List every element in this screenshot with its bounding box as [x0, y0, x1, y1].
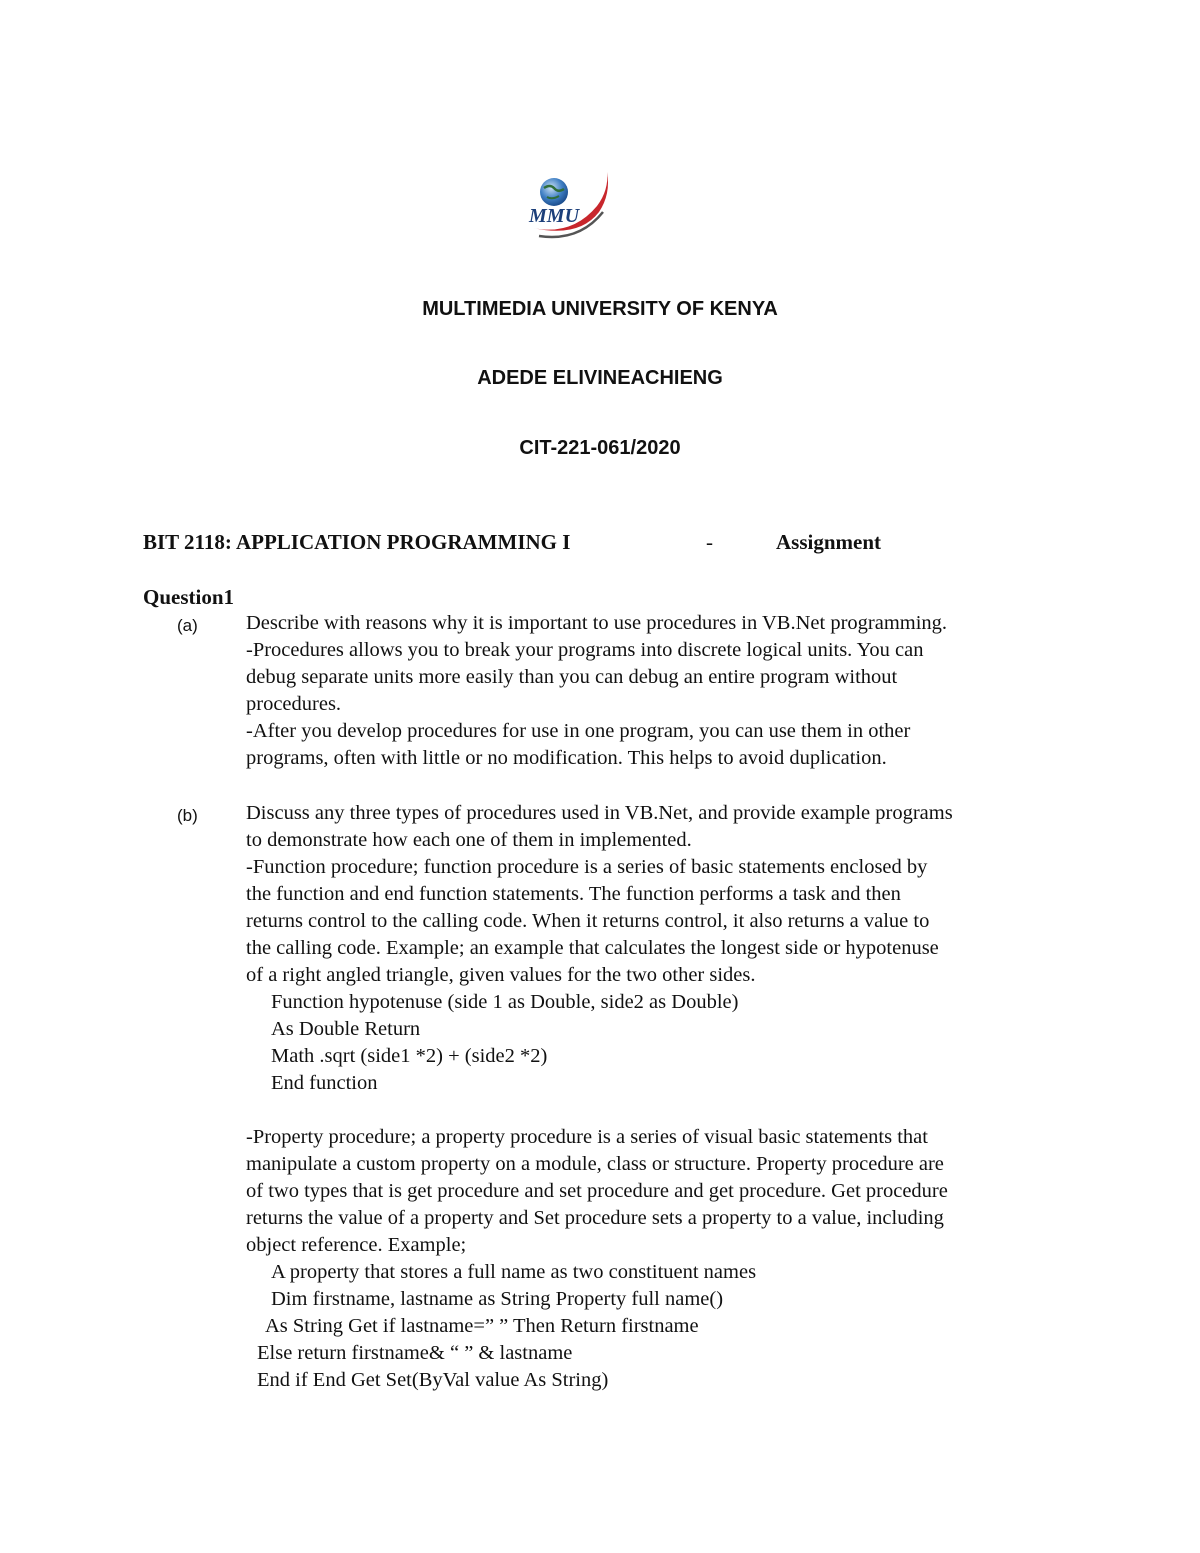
text-line: Discuss any three types of procedures used in VB.Net, and provide example programs [246, 802, 953, 824]
question-heading: Question1 [143, 585, 235, 609]
student-name: ADEDE ELIVINEACHIENG [477, 367, 723, 389]
text-line: programs, often with little or no modification. This helps to avoid duplication. [246, 747, 887, 769]
code-line: Dim firstname, lastname as String Property full name() [271, 1288, 724, 1310]
code-line: A property that stores a full name as two constituent names [271, 1261, 757, 1283]
part-a-label: (a) [177, 616, 198, 635]
code-line: End if End Get Set(ByVal value As String) [257, 1369, 609, 1391]
text-line: -Property procedure; a property procedure is a series of visual basic statements that [246, 1126, 928, 1148]
text-line: manipulate a custom property on a module, class or structure. Property procedure are [246, 1153, 944, 1175]
text-line: object reference. Example; [246, 1234, 467, 1256]
code-line: Else return firstname& “ ” & lastname [257, 1342, 573, 1364]
text-line: -After you develop procedures for use in one program, you can use them in other [246, 720, 911, 742]
text-line: procedures. [246, 693, 342, 715]
text-line: debug separate units more easily than you can debug an entire program without [246, 666, 898, 688]
code-line: Math .sqrt (side1 *2) + (side2 *2) [271, 1045, 548, 1067]
text-line: of a right angled triangle, given values for the two other sides. [246, 964, 756, 986]
assignment-label: Assignment [776, 530, 882, 554]
code-line: As String Get if lastname=” ” Then Return firstname [265, 1315, 699, 1337]
text-line: -Function procedure; function procedure is a series of basic statements enclosed by [246, 856, 928, 878]
text-line: the function and end function statements. The function performs a task and then [246, 883, 901, 905]
text-line: Describe with reasons why it is important to use procedures in VB.Net programming. [246, 612, 948, 634]
text-line: the calling code. Example; an example that calculates the longest side or hypotenuse [246, 937, 939, 959]
part-b-text [246, 800, 953, 1097]
code-line: End function [271, 1072, 378, 1094]
part-a-text [246, 610, 947, 772]
property-procedure-text [246, 1124, 948, 1394]
text-line: returns the value of a property and Set procedure sets a property to a value, including [246, 1207, 944, 1229]
course-separator: - [706, 530, 713, 554]
text-line: -Procedures allows you to break your programs into discrete logical units. You can [246, 639, 924, 661]
course-title: BIT 2118: APPLICATION PROGRAMMING I [143, 530, 571, 554]
code-line: As Double Return [271, 1018, 421, 1040]
text-line: returns control to the calling code. When it returns control, it also returns a value to [246, 910, 930, 932]
part-b-label: (b) [177, 806, 198, 825]
logo-text: MMU [529, 205, 580, 227]
text-line: to demonstrate how each one of them in implemented. [246, 829, 692, 851]
registration-number: CIT-221-061/2020 [519, 437, 681, 459]
university-logo [527, 166, 613, 240]
text-line: of two types that is get procedure and set procedure and get procedure. Get procedure [246, 1180, 948, 1202]
code-line: Function hypotenuse (side 1 as Double, side2 as Double) [271, 991, 739, 1013]
university-name: MULTIMEDIA UNIVERSITY OF KENYA [422, 298, 778, 320]
